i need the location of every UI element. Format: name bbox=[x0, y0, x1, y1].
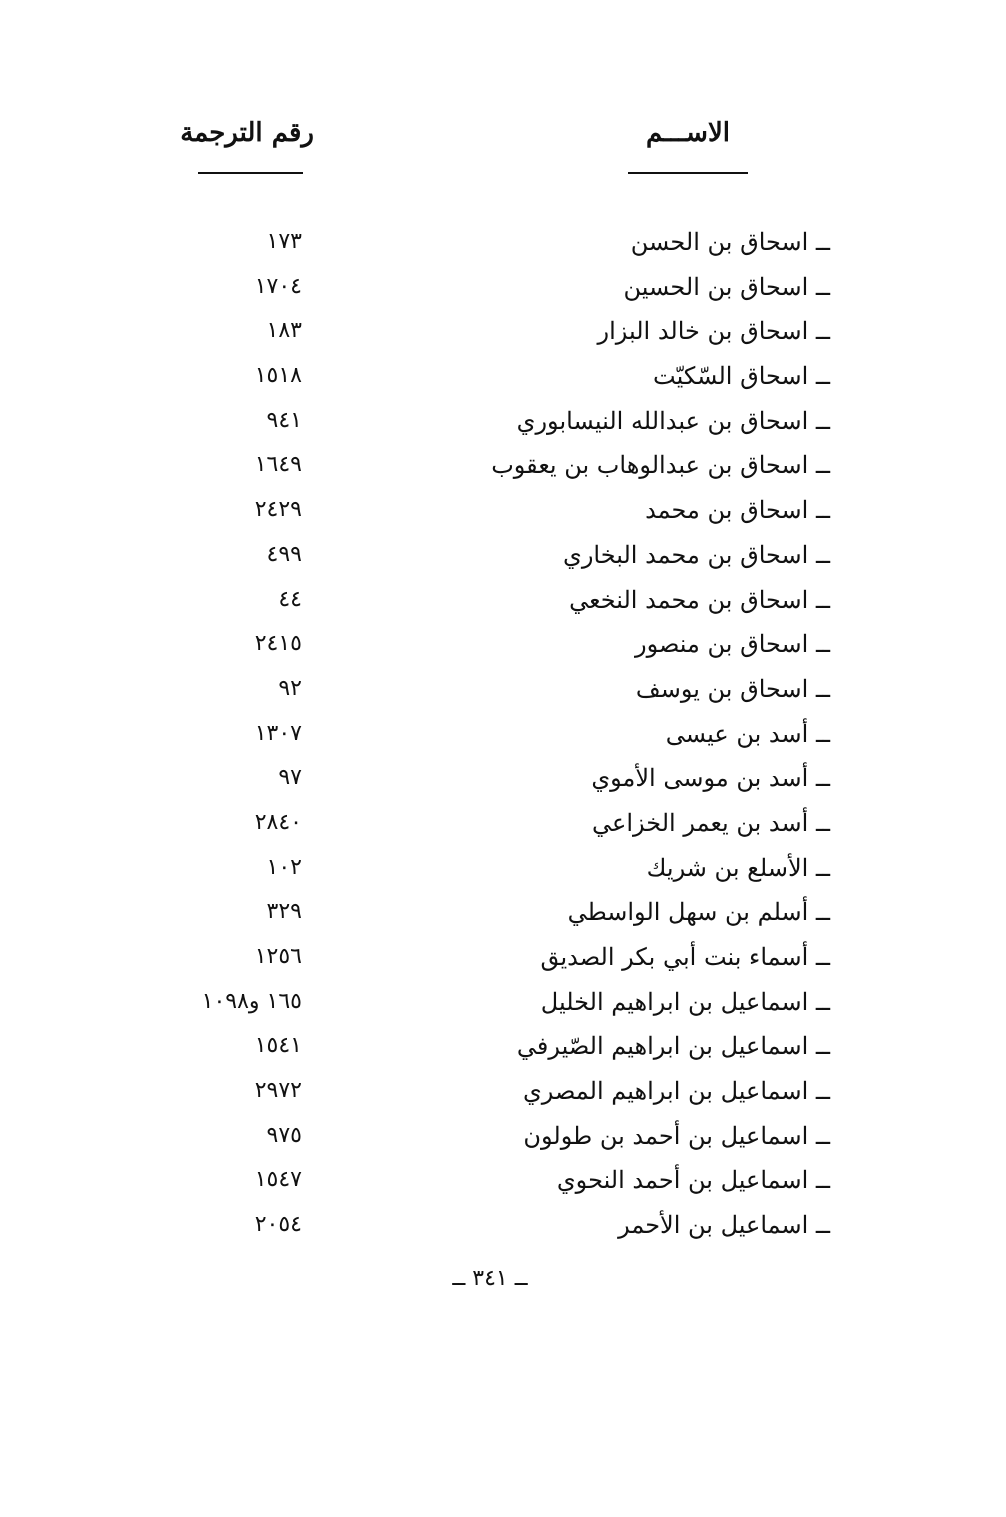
page-number: ــ ٣٤١ ــ bbox=[452, 1266, 528, 1291]
entry-number: ٢٤١٥ bbox=[254, 631, 302, 657]
name-column-header: الاســـم bbox=[646, 118, 730, 148]
entry-name: ــ اسحاق بن عبدالله النيسابوري bbox=[516, 406, 830, 435]
list-item bbox=[0, 890, 1006, 935]
list-item bbox=[0, 1024, 1006, 1069]
entry-number: ٩٢ bbox=[278, 675, 302, 701]
entry-number: ٢٨٤٠ bbox=[254, 809, 302, 835]
entry-name: ــ أسلم بن سهل الواسطي bbox=[567, 898, 830, 927]
entry-number: ١٨٣ bbox=[266, 318, 302, 344]
list-item bbox=[0, 265, 1006, 310]
entry-name: ــ اسحاق بن محمد النخعي bbox=[569, 585, 830, 614]
entry-name: ــ أسماء بنت أبي بكر الصديق bbox=[540, 943, 830, 971]
list-item bbox=[0, 935, 1006, 980]
list-item bbox=[0, 533, 1006, 578]
entry-number: ٩٧٥ bbox=[266, 1122, 302, 1148]
list-item bbox=[0, 399, 1006, 444]
entry-number: ١٥٤٧ bbox=[254, 1167, 302, 1193]
entry-name: ــ اسحاق بن محمد bbox=[645, 496, 830, 525]
entry-number: ٤٤ bbox=[278, 586, 302, 612]
entry-name: ــ اسحاق بن منصور bbox=[635, 630, 830, 659]
list-item bbox=[0, 846, 1006, 891]
entry-name: ــ أسد بن عيسى bbox=[665, 719, 830, 748]
entry-number: ٩٤١ bbox=[266, 407, 302, 433]
list-item bbox=[0, 622, 1006, 667]
entry-number: ٣٢٩ bbox=[266, 899, 302, 925]
list-item bbox=[0, 309, 1006, 354]
entry-name: ــ اسماعيل بن أحمد بن طولون bbox=[523, 1121, 830, 1150]
list-item bbox=[0, 220, 1006, 265]
list-item bbox=[0, 1069, 1006, 1114]
entry-name: ــ اسحاق السّكيّت bbox=[653, 362, 830, 391]
list-item bbox=[0, 1158, 1006, 1203]
list-item bbox=[0, 1203, 1006, 1248]
entry-name: ــ اسحاق بن خالد البزار bbox=[597, 317, 830, 346]
entry-number: ١٥٤١ bbox=[254, 1033, 302, 1059]
entry-name: ــ اسماعيل بن ابراهيم الخليل bbox=[540, 987, 830, 1016]
entry-name: ــ اسحاق بن عبدالوهاب بن يعقوب bbox=[491, 451, 830, 480]
entry-number: ٩٧ bbox=[278, 765, 302, 791]
entry-name: ــ الأسلع بن شريك bbox=[646, 853, 830, 882]
entry-number: ٤٩٩ bbox=[266, 541, 302, 567]
entry-name: ــ اسحاق بن الحسين bbox=[623, 272, 830, 301]
entry-name: ــ أسد بن يعمر الخزاعي bbox=[592, 808, 830, 837]
entry-number: ١٢٥٦ bbox=[254, 944, 302, 969]
entry-number: ١٧٠٤ bbox=[254, 273, 302, 299]
list-item bbox=[0, 488, 1006, 533]
list-item bbox=[0, 443, 1006, 488]
entry-name: ــ اسماعيل بن ابراهيم المصري bbox=[522, 1077, 830, 1106]
entry-number: ١٦٥ و١٠٩٨ bbox=[201, 988, 302, 1014]
entry-name: ــ أسد بن موسى الأموي bbox=[591, 764, 830, 793]
entry-number: ١٥١٨ bbox=[254, 363, 302, 389]
entry-number: ٢٤٢٩ bbox=[254, 497, 302, 523]
list-item bbox=[0, 578, 1006, 623]
list-item bbox=[0, 756, 1006, 801]
list-item bbox=[0, 1114, 1006, 1159]
number-header-underline bbox=[198, 172, 303, 174]
entry-name: ــ اسحاق بن الحسن bbox=[630, 228, 830, 256]
number-column-header: رقم الترجمة bbox=[180, 118, 314, 148]
entry-name: ــ اسماعيل بن الأحمر bbox=[618, 1211, 830, 1240]
list-item bbox=[0, 354, 1006, 399]
entry-number: ١٧٣ bbox=[266, 229, 302, 254]
name-header-underline bbox=[628, 172, 748, 174]
entry-number: ١٦٤٩ bbox=[254, 452, 302, 478]
entry-name: ــ اسحاق بن يوسف bbox=[635, 674, 830, 703]
list-item bbox=[0, 667, 1006, 712]
entry-number: ٢٩٧٢ bbox=[254, 1078, 302, 1104]
entry-number: ١٣٠٧ bbox=[254, 720, 302, 746]
list-item bbox=[0, 712, 1006, 757]
list-item bbox=[0, 980, 1006, 1025]
list-item bbox=[0, 801, 1006, 846]
entry-name: ــ اسماعيل بن ابراهيم الصّيرفي bbox=[516, 1032, 830, 1061]
entry-name: ــ اسماعيل بن أحمد النحوي bbox=[556, 1166, 830, 1195]
entry-name: ــ اسحاق بن محمد البخاري bbox=[563, 540, 830, 569]
entries-list bbox=[0, 220, 1006, 1248]
entry-number: ١٠٢ bbox=[266, 854, 302, 880]
entry-number: ٢٠٥٤ bbox=[254, 1212, 302, 1238]
